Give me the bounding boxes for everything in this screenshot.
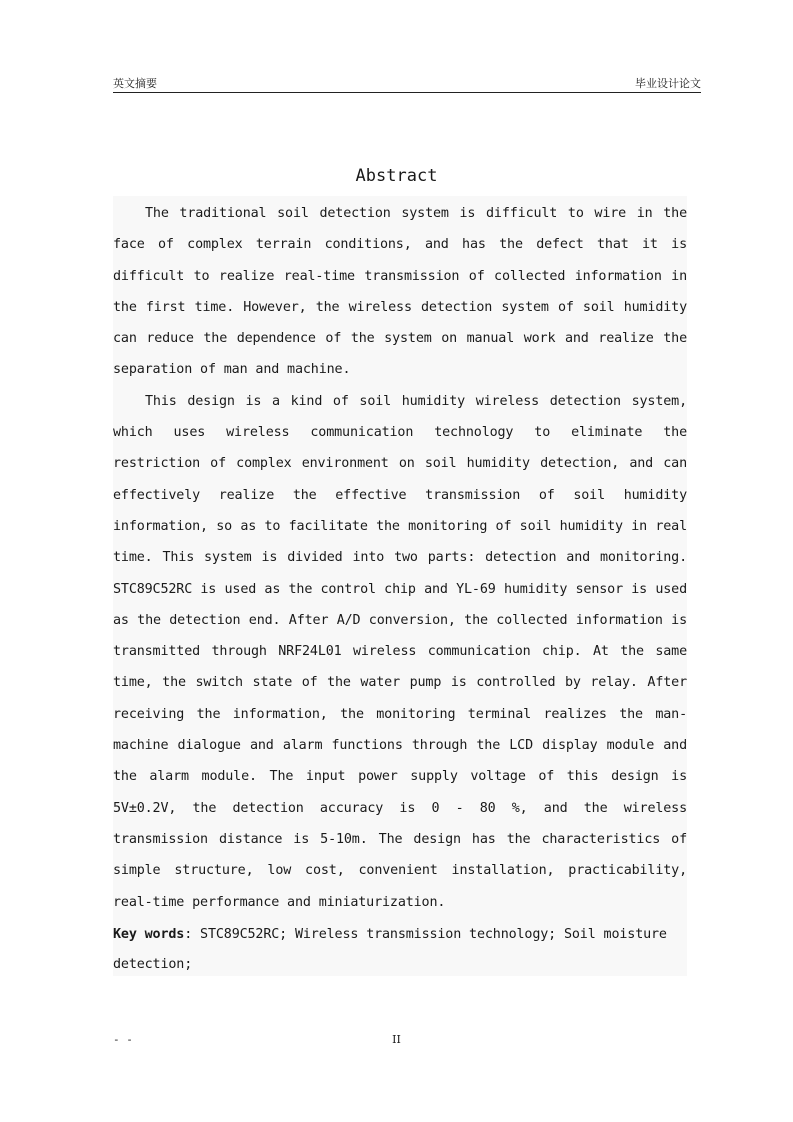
abstract-paragraph-1: The traditional soil detection system is difficult to wire in the face of complex terrain conditions, and has the defect that it is difficult to realize real-time transmission of collected information in the first time. However, the wireless detection system of soil humidity can reduce the dependence of the system on manual work and realize the separation of man and machine. bbox=[113, 206, 687, 378]
footer-left-mark: - - bbox=[113, 1033, 133, 1046]
keywords-label: Key words bbox=[113, 927, 185, 942]
page-header bbox=[113, 76, 701, 93]
keywords-section bbox=[113, 920, 687, 980]
abstract-paragraph-2: This design is a kind of soil humidity wireless detection system, which uses wireless communication technology to eliminate the restriction of complex environment on soil humidity detection, and can effectively realize the effective transmission of soil humidity information, so as to facilitate the monitoring of soil humidity in real time. This system is divided into two parts: detection and monitoring. STC89C52RC is used as the control chip and YL-69 humidity sensor is used as the detection end. After A/D conversion, the collected information is transmitted through NRF24L01 wireless communication chip. At the same time, the switch state of the water pump is controlled by relay. After receiving the information, the monitoring terminal realizes the man-machine dialogue and alarm functions through the LCD display module and the alarm module. The input power supply voltage of this design is 5V±0.2V, the detection accuracy is 0 - 80 %, and the wireless transmission distance is 5-10m. The design has the characteristics of simple structure, low cost, convenient installation, practicability, real-time performance and miniaturization. bbox=[113, 393, 687, 910]
page-number: II bbox=[392, 1033, 401, 1046]
keywords-text: : STC89C52RC; Wireless transmission technology; Soil moisture detection; bbox=[113, 927, 667, 972]
abstract-body bbox=[113, 198, 687, 918]
header-document-label: 毕业设计论文 bbox=[635, 77, 701, 90]
header-section-label: 英文摘要 bbox=[113, 77, 157, 90]
abstract-title: Abstract bbox=[355, 166, 438, 186]
